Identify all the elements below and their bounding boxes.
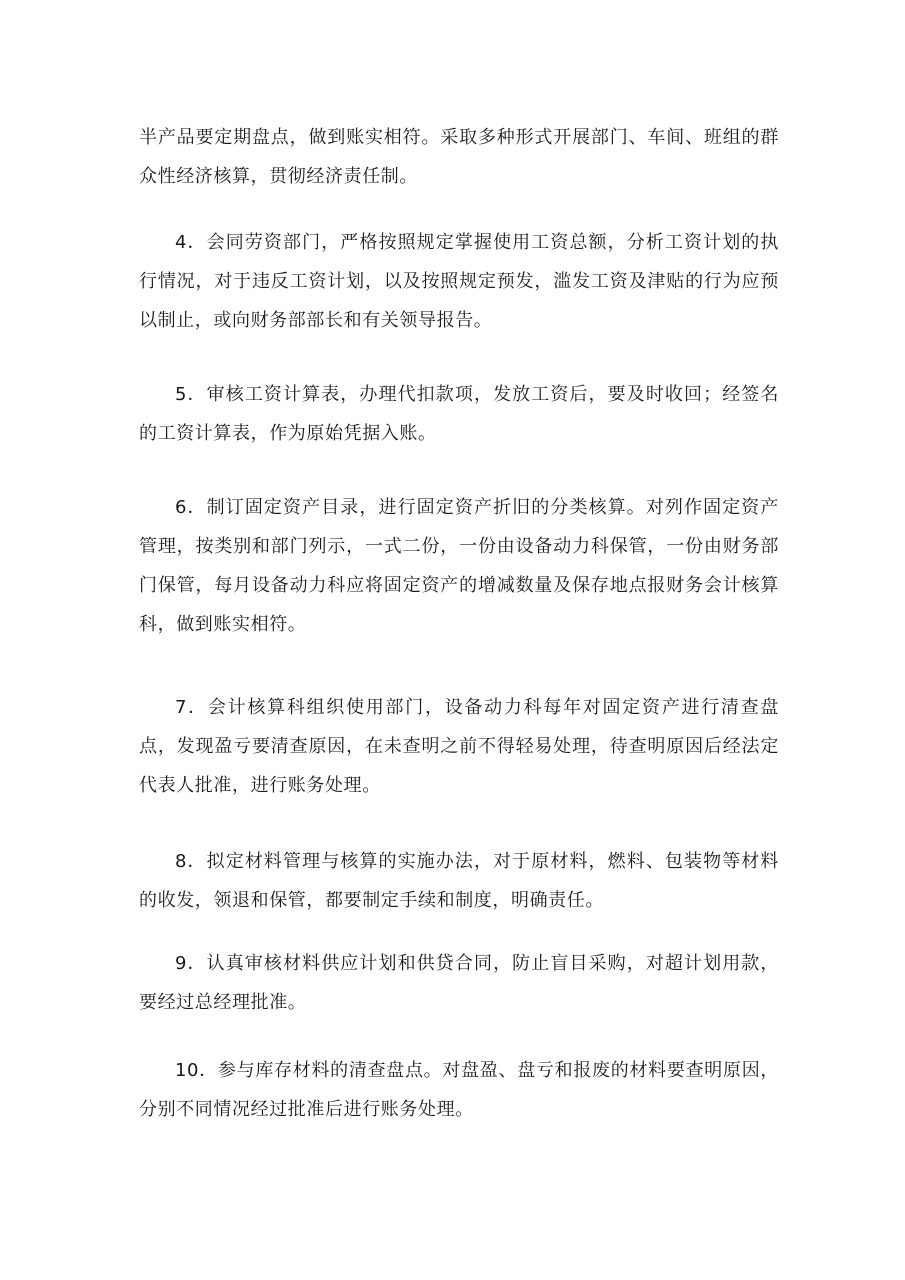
paragraph-item-4: 4．会同劳资部门，严格按照规定掌握使用工资总额，分析工资计划的执行情况，对于违反工资计划，以及按照规定预发，滥发工资及津贴的行为应预以制止，或向财务部部长和有关领导报告。 (139, 232, 779, 331)
paragraph-item-10: 10．参与库存材料的清查盘点。对盘盈、盘亏和报废的材料要查明原因，分别不同情况经过批准后进行账务处理。 (139, 1060, 779, 1120)
paragraph-item-5: 5．审核工资计算表，办理代扣款项，发放工资后，要及时收回；经签名的工资计算表，作为原始凭据入账。 (139, 384, 779, 444)
paragraph-item-7: 7．会计核算科组织使用部门，设备动力科每年对固定资产进行清查盘点，发现盈亏要清查原因，在未查明之前不得轻易处理，待查明原因后经法定代表人批准，进行账务处理。 (139, 697, 779, 796)
paragraph-item-8: 8．拟定材料管理与核算的实施办法，对于原材料，燃料、包装物等材料的收发，领退和保管，都要制定手续和制度，明确责任。 (139, 851, 779, 911)
paragraph-item-9: 9．认真审核材料供应计划和供贷合同，防止盲目采购，对超计划用款，要经过总经理批准。 (139, 953, 779, 1013)
paragraph-continuation: 半产品要定期盘点，做到账实相符。采取多种形式开展部门、车间、班组的群众性经济核算，贯彻经济责任制。 (139, 127, 779, 187)
paragraph-item-6: 6．制订固定资产目录，进行固定资产折旧的分类核算。对列作固定资产管理，按类别和部门列示，一式二份，一份由设备动力科保管，一份由财务部门保管，每月设备动力科应将固定资产的增减数量及保存地点报财务会计核算科，做到账实相符。 (139, 497, 779, 635)
